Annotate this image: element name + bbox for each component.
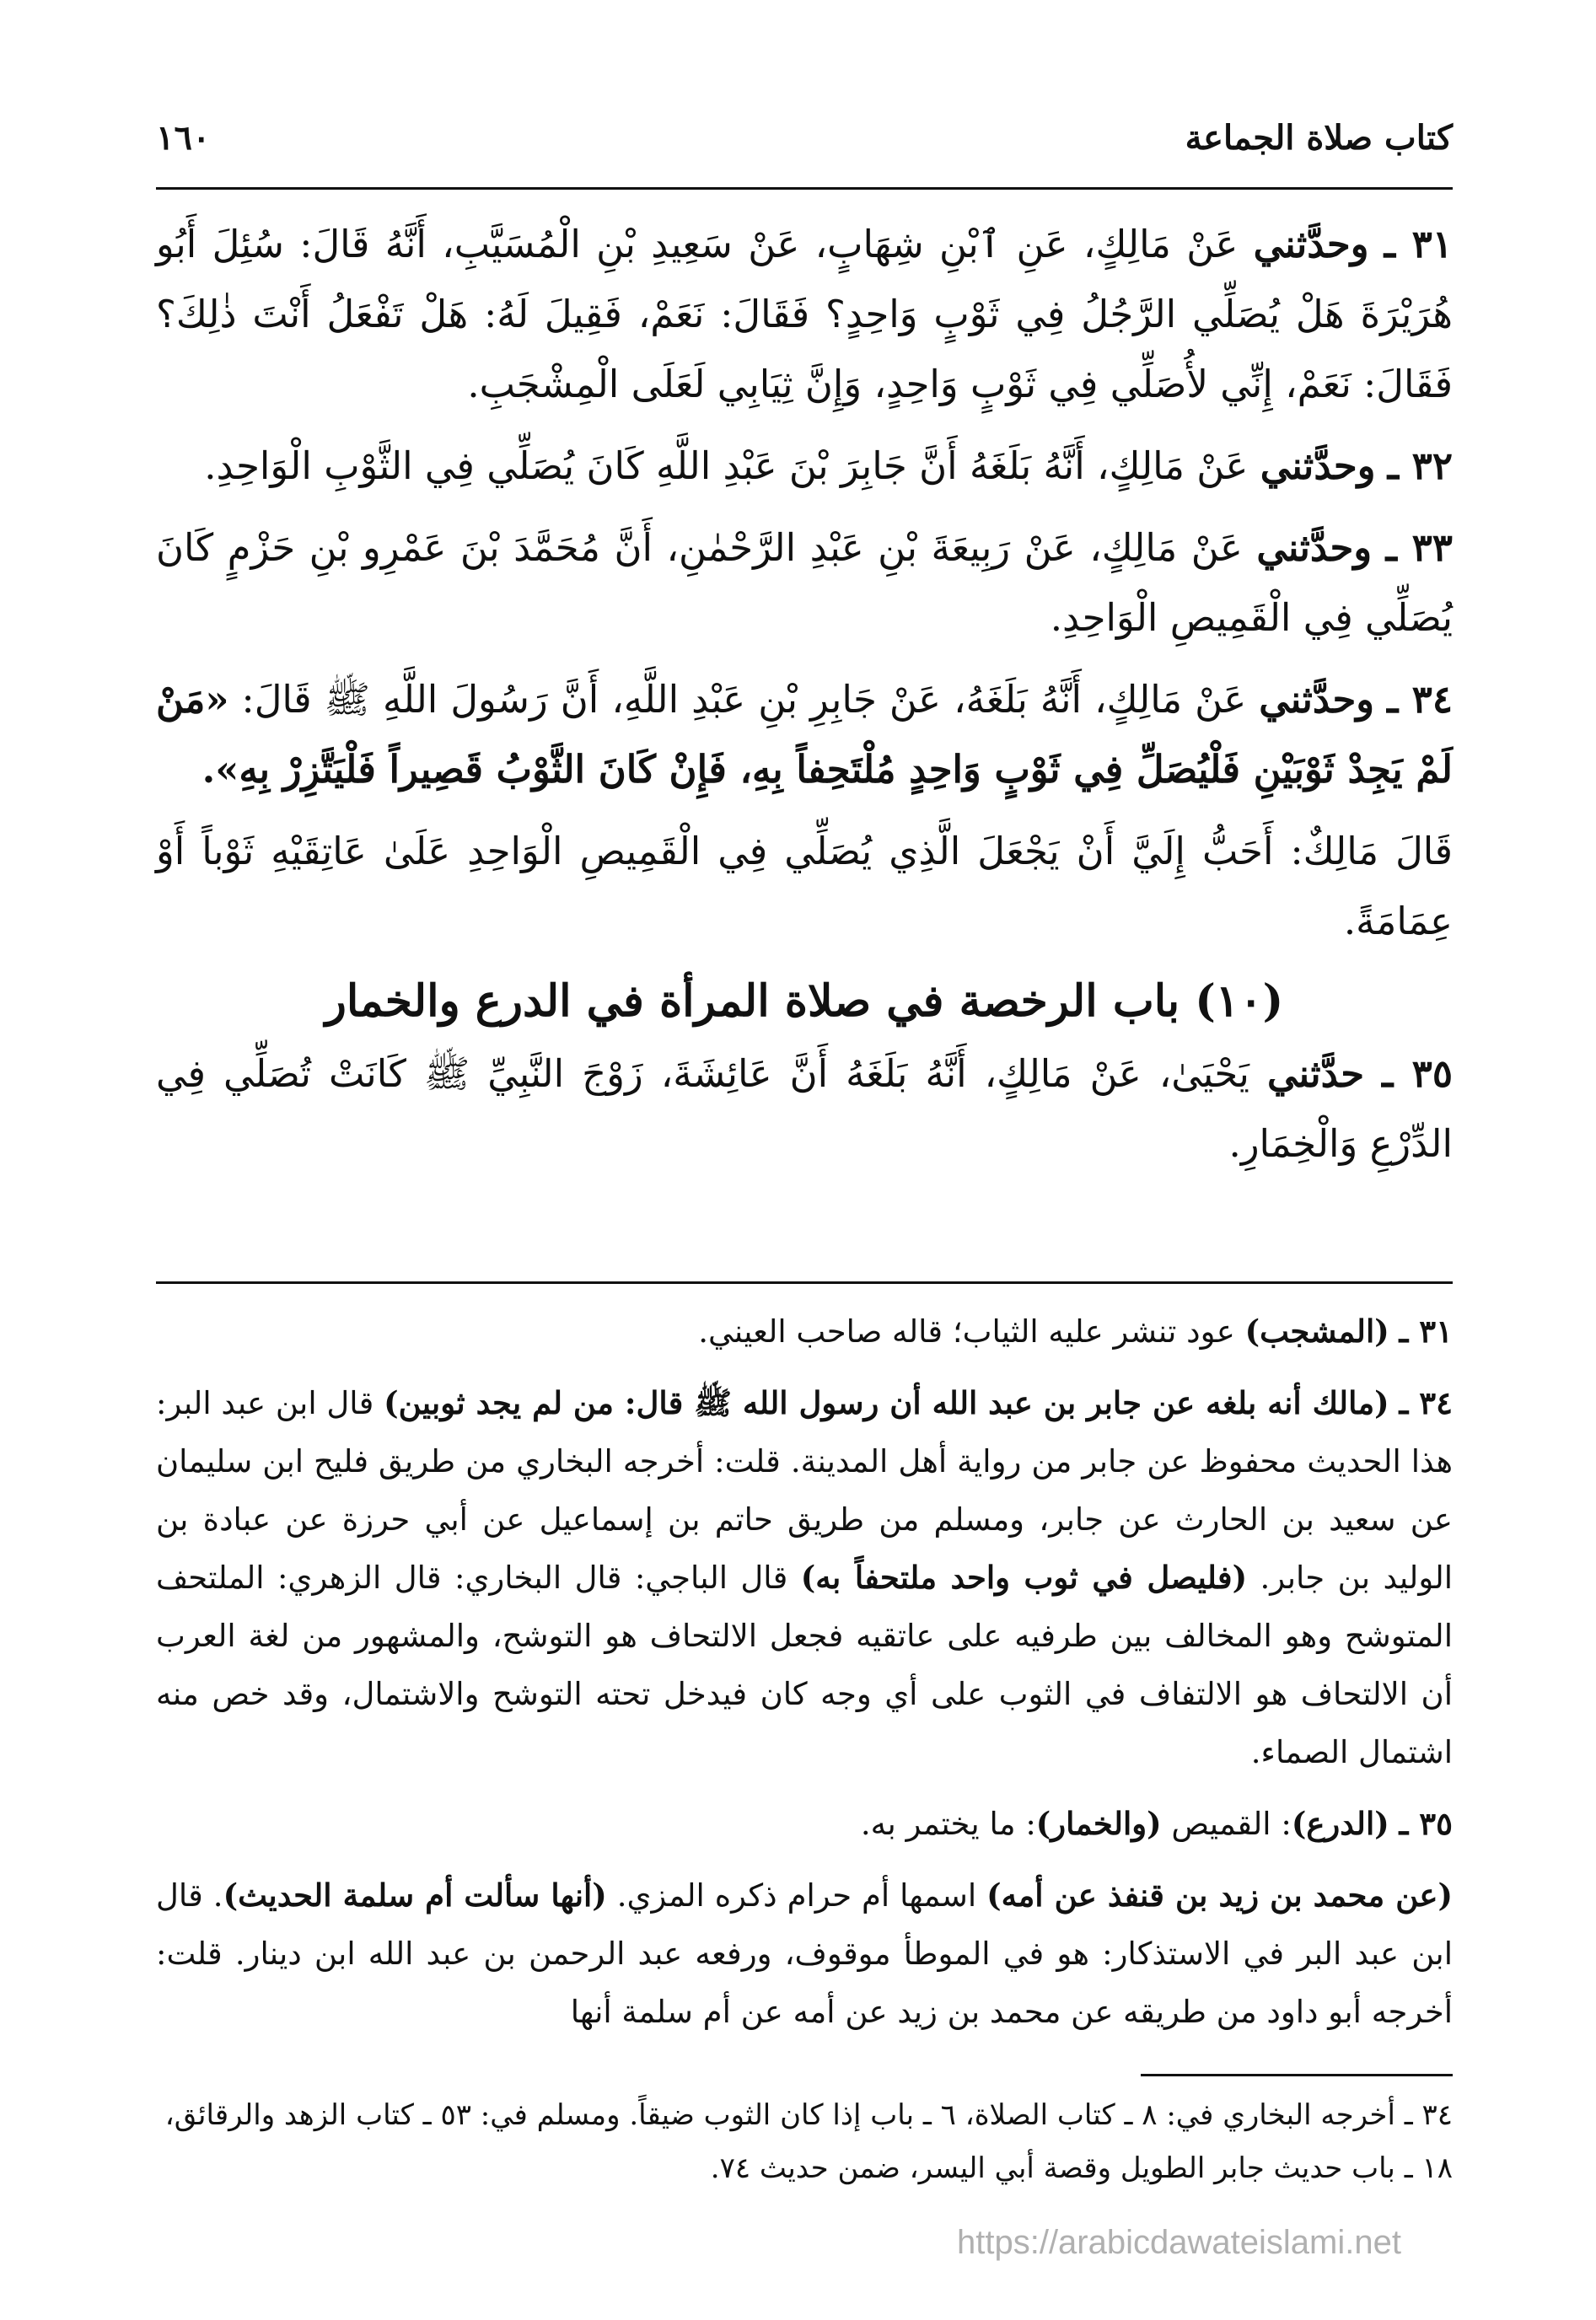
hadith-32-number: ٣٢ ـ xyxy=(1387,443,1453,488)
page-number: ١٦٠ xyxy=(156,118,211,158)
hadith-31-text: عَنْ مَالِكٍ، عَنِ ٱبْنِ شِهَابٍ، عَنْ سَعِيدِ بْنِ الْمُسَيَّبِ، أَنَّهُ قَالَ: سُئِلَ أَبُو هُرَيْرَةَ هَلْ يُصَلِّي الرَّجُلُ فِي ثَوْبٍ وَاحِدٍ؟ فَقَالَ: نَعَمْ، فَقِيلَ لَهُ: هَلْ تَفْعَلُ أَنْتَ ذٰلِكَ؟ فَقَالَ: نَعَمْ، إِنِّي لأُصَلِّي فِي ثَوْبٍ وَاحِدٍ، وَإِنَّ ثِيَابِي لَعَلَى الْمِشْجَبِ. xyxy=(156,222,1453,406)
note-35b-text-2: . قال ابن عبد البر في الاستذكار: هو في الموطأ موقوف، ورفعه عبد الرحمن بن عبد الله ابن دينار. قلت: أخرجه أبو داود من طريقه عن محمد بن زيد عن أمه عن أم سلمة أنها xyxy=(156,1877,1453,2030)
hadith-31-number: ٣١ ـ xyxy=(1384,222,1453,266)
note-34 xyxy=(156,1374,1453,1781)
commentary xyxy=(156,1302,1453,2054)
malik-comment: قَالَ مَالِكٌ: أَحَبُّ إِلَيَّ أَنْ يَجْعَلَ الَّذِي يُصَلِّي فِي الْقَمِيصِ الْوَاحِدِ عَلَىٰ عَاتِقَيْهِ ثَوْباً أَوْ عِمَامَةً. xyxy=(156,829,1453,943)
note-35-term: (الدرع) xyxy=(1291,1805,1389,1842)
note-31 xyxy=(156,1302,1453,1361)
main-text xyxy=(156,209,1453,1190)
note-35-number: ٣٥ ـ xyxy=(1399,1805,1453,1842)
hadith-33 xyxy=(156,513,1453,652)
note-35-text-2: : ما يختمر به. xyxy=(860,1806,1036,1842)
hadith-34 xyxy=(156,664,1453,804)
hadith-35 xyxy=(156,1039,1453,1179)
hadith-35-lead: حدَّثني xyxy=(1266,1051,1365,1096)
note-35b xyxy=(156,1866,1453,2041)
note-35 xyxy=(156,1795,1453,1853)
note-31-term: (المشجب) xyxy=(1244,1313,1389,1350)
note-35b-text: اسمها أم حرام ذكره المزي. xyxy=(616,1877,977,1914)
hadith-32-text: عَنْ مَالِكٍ، أَنَّهُ بَلَغَهُ أَنَّ جَابِرَ بْنَ عَبْدِ اللَّهِ كَانَ يُصَلِّي فِي الثَّوْبِ الْوَاحِدِ. xyxy=(204,443,1249,488)
section-heading: (١٠) باب الرخصة في صلاة المرأة في الدرع والخمار xyxy=(325,975,1284,1027)
note-31-number: ٣١ ـ xyxy=(1399,1313,1453,1350)
hadith-32-lead: وحدَّثني xyxy=(1260,443,1376,488)
watermark: https://arabicdawateislami.net xyxy=(957,2224,1401,2261)
hadith-35-number: ٣٥ ـ xyxy=(1382,1051,1453,1096)
hadith-33-number: ٣٣ ـ xyxy=(1385,525,1453,570)
note-35-text: : القميص xyxy=(1171,1806,1292,1842)
note-31-text: عود تنشر عليه الثياب؛ قاله صاحب العيني. xyxy=(698,1313,1235,1350)
note-35b-term: (عن محمد بن زيد بن قنفذ عن أمه) xyxy=(986,1877,1454,1914)
note-34-text-2: قال الباجي: قال البخاري: قال الزهري: الملتحف المتوشح وهو المخالف بين طرفيه على عاتقيه فجعل الالتحاف هو التوشح، والمشهور من لغة العرب أن الالتحاف هو الالتفاف في الثوب على أي وجه كان فيدخل تحته التوشح والاشتمال، وقد خص منه اشتمال الصماء. xyxy=(156,1560,1453,1770)
hadith-32 xyxy=(156,431,1453,501)
hadith-31 xyxy=(156,209,1453,419)
hadith-34-quote: «مَنْ لَمْ يَجِدْ ثَوْبَيْنِ فَلْيُصَلِّ فِي ثَوْبٍ وَاحِدٍ مُلْتَحِفاً بِهِ، فَإِنْ كَانَ الثَّوْبُ قَصِيراً فَلْيَتَّزِرْ بِهِ». xyxy=(156,677,1453,792)
chapter-title: كتاب صلاة الجماعة xyxy=(1185,118,1453,158)
hadith-34-text: عَنْ مَالِكٍ، أَنَّهُ بَلَغَهُ، عَنْ جَابِرِ بْنِ عَبْدِ اللَّهِ، أَنَّ رَسُولَ اللَّهِ ﷺ قَالَ: xyxy=(241,677,1247,722)
hadith-31-lead: وحدَّثني xyxy=(1253,222,1369,266)
note-34-text: قال ابن عبد البر: هذا الحديث محفوظ عن جابر من رواية أهل المدينة. قلت: أخرجه البخاري من طريق فليح ابن سليمان عن سعيد بن الحارث عن جابر، ومسلم من طريق حاتم بن إسماعيل عن أبي حرزة عن عبادة بن الوليد بن جابر. xyxy=(156,1385,1454,1596)
header-divider xyxy=(156,187,1453,190)
note-34-term: (مالك أنه بلغه عن جابر بن عبد الله أن رسول الله ﷺ قال: من لم يجد ثوبين) xyxy=(384,1384,1389,1421)
running-header xyxy=(156,118,1453,185)
note-34-term-2: (فليصل في ثوب واحد ملتحفاً به) xyxy=(800,1559,1248,1596)
commentary-divider xyxy=(156,1281,1453,1284)
note-35b-term-2: (أنها سألت أم سلمة الحديث) xyxy=(223,1877,607,1914)
note-35-term-2: (والخمار) xyxy=(1035,1805,1162,1842)
hadith-34-number: ٣٤ ـ xyxy=(1387,677,1454,722)
note-34-number: ٣٤ ـ xyxy=(1399,1384,1454,1421)
hadith-34-lead: وحدَّثني xyxy=(1259,677,1375,722)
footnote: ٣٤ ـ أخرجه البخاري في: ٨ ـ كتاب الصلاة، ٦ ـ باب إذا كان الثوب ضيقاً. ومسلم في: ٥٣ ـ كتاب الزهد والرقائق، ١٨ ـ باب حديث جابر الطويل وقصة أبي اليسر، ضمن حديث ٧٤. xyxy=(164,2098,1453,2185)
hadith-33-text: عَنْ مَالِكٍ، عَنْ رَبِيعَةَ بْنِ عَبْدِ الرَّحْمٰنِ، أَنَّ مُحَمَّدَ بْنَ عَمْرِو بْنِ حَزْمٍ كَانَ يُصَلِّي فِي الْقَمِيصِ الْوَاحِدِ. xyxy=(156,525,1453,640)
hadith-33-lead: وحدَّثني xyxy=(1256,525,1373,570)
footnote-divider xyxy=(1141,2074,1453,2076)
hadith-35-text: يَحْيَىٰ، عَنْ مَالِكٍ، أَنَّهُ بَلَغَهُ أَنَّ عَائِشَةَ، زَوْجَ النَّبِيِّ ﷺ كَانَتْ تُصَلِّي فِي الدِّرْعِ وَالْخِمَارِ. xyxy=(156,1051,1453,1166)
